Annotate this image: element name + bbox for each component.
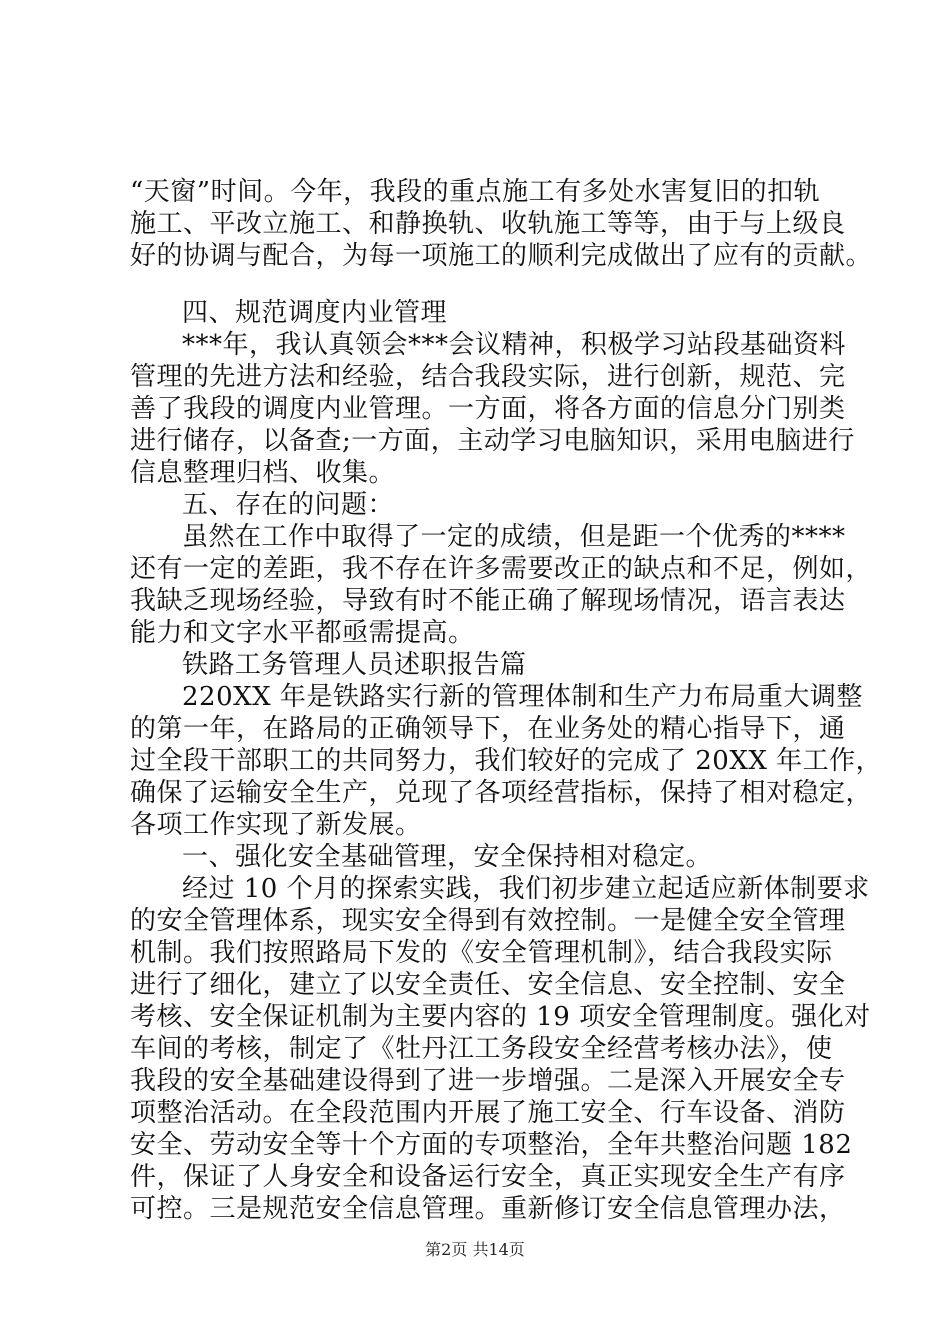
- text-line: 可控。三是规范安全信息管理。重新修订安全信息管理办法，: [130, 1194, 846, 1224]
- text-line: 安全、劳动安全等十个方面的专项整治，全年共整治问题 182: [130, 1130, 853, 1160]
- text-line: 各项工作实现了新发展。: [130, 810, 422, 840]
- text-line: 管理的先进方法和经验，结合我段实际，进行创新，规范、完: [130, 362, 846, 392]
- section-heading: 四、规范调度内业管理: [182, 298, 448, 328]
- section-heading: 五、存在的问题：: [182, 490, 395, 520]
- text-line: 件，保证了人身安全和设备运行安全，真正实现安全生产有序: [130, 1162, 846, 1192]
- text-line: 过全段干部职工的共同努力，我们较好的完成了 20XX 年工作，: [130, 746, 883, 776]
- text-line: 我段的安全基础建设得到了进一步增强。二是深入开展安全专: [130, 1066, 846, 1096]
- report-title: 铁路工务管理人员述职报告篇: [182, 650, 527, 680]
- text-line: 确保了运输安全生产，兑现了各项经营指标，保持了相对稳定，: [130, 778, 873, 808]
- text-line: 项整治活动。在全段范围内开展了施工安全、行车设备、消防: [130, 1098, 846, 1128]
- text-line: “天窗”时间。今年，我段的重点施工有多处水害复旧的扣轨: [130, 177, 821, 207]
- text-line: ***年，我认真领会***会议精神，积极学习站段基础资料: [182, 330, 847, 360]
- text-line: 考核、安全保证机制为主要内容的 19 项安全管理制度。强化对: [130, 1002, 871, 1032]
- text-line: 信息整理归档、收集。: [130, 458, 396, 488]
- text-line: 施工、平改立施工、和静换轨、收轨施工等等，由于与上级良: [130, 209, 846, 239]
- section-heading: 一、强化安全基础管理，安全保持相对稳定。: [182, 842, 713, 872]
- page-number-footer: 第2页 共14页: [425, 1240, 525, 1259]
- text-line: 虽然在工作中取得了一定的成绩，但是距一个优秀的****: [182, 522, 846, 552]
- text-line: 的第一年，在路局的正确领导下，在业务处的精心指导下，通: [130, 714, 846, 744]
- text-line: 的安全管理体系，现实安全得到有效控制。一是健全安全管理: [130, 906, 846, 936]
- text-line: 220XX 年是铁路实行新的管理体制和生产力布局重大调整: [182, 682, 863, 712]
- text-line: 善了我段的调度内业管理。一方面，将各方面的信息分门别类: [130, 394, 846, 424]
- text-line: 我缺乏现场经验，导致有时不能正确了解现场情况，语言表达: [130, 586, 846, 616]
- text-line: 还有一定的差距，我不存在许多需要改正的缺点和不足，例如，: [130, 554, 873, 584]
- text-line: 好的协调与配合，为每一项施工的顺利完成做出了应有的贡献。: [130, 241, 873, 271]
- text-line: 进行储存，以备查;一方面，主动学习电脑知识，采用电脑进行: [130, 426, 855, 456]
- text-line: 经过 10 个月的探索实践，我们初步建立起适应新体制要求: [182, 874, 870, 904]
- text-line: 车间的考核，制定了《牡丹江工务段安全经营考核办法》，使: [130, 1034, 833, 1064]
- text-line: 机制。我们按照路局下发的《安全管理机制》，结合我段实际: [130, 938, 833, 968]
- text-line: 能力和文字水平都亟需提高。: [130, 618, 475, 648]
- text-line: 进行了细化，建立了以安全责任、安全信息、安全控制、安全: [130, 970, 846, 1000]
